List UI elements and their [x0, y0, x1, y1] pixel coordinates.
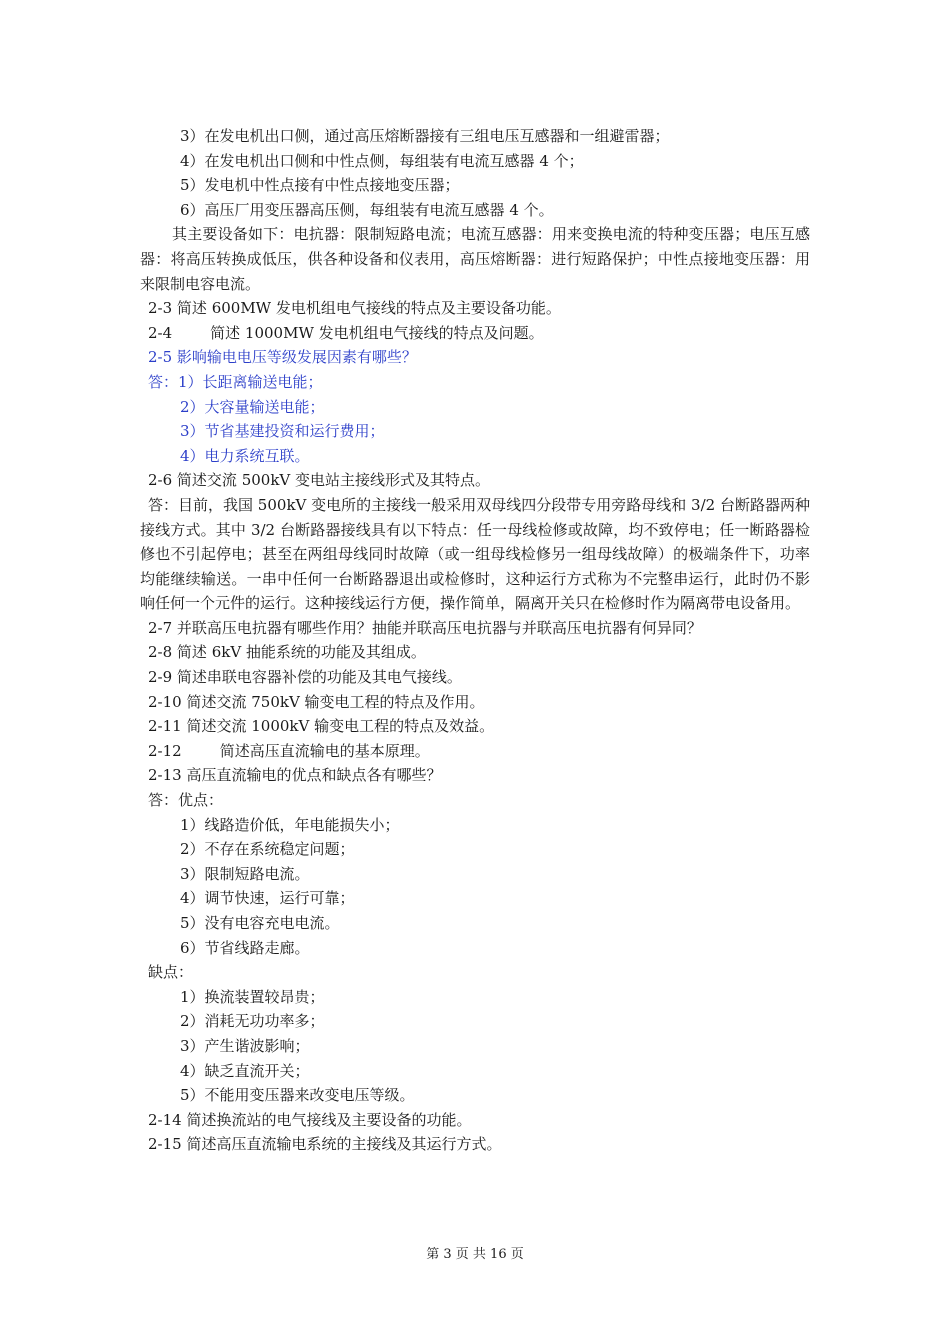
disadvantage-item: 3）产生谐波影响；	[180, 1036, 310, 1055]
advantage-item: 5）没有电容充电电流。	[180, 914, 340, 932]
answer-2-5-item: 答：1）长距离输送电能；	[148, 372, 323, 391]
question-2-10: 2-10 简述交流 750kV 输变电工程的特点及作用。	[148, 692, 485, 711]
advantage-item: 2）不存在系统稳定问题；	[180, 840, 355, 859]
disadvantage-item: 1）换流装置较昂贵；	[180, 987, 325, 1006]
question-2-6: 2-6 简述交流 500kV 变电站主接线形式及其特点。	[148, 471, 491, 490]
list-item: 5）发电机中性点接有中性点接地变压器；	[180, 176, 460, 195]
list-item: 4）在发电机出口侧和中性点侧，每组装有电流互感器 4 个；	[180, 151, 584, 170]
answer-2-13-heading: 答：优点：	[148, 791, 224, 810]
answer-2-5-item: 3）节省基建投资和运行费用；	[180, 422, 385, 441]
question-2-15: 2-15 简述高压直流输电系统的主接线及其运行方式。	[148, 1135, 502, 1154]
question-2-4	[140, 321, 810, 346]
page-number-footer: 第 3 页 共 16 页	[426, 1247, 524, 1262]
list-item: 6）高压厂用变压器高压侧，每组装有电流互感器 4 个。	[180, 200, 554, 219]
question-2-5: 2-5 影响输电电压等级发展因素有哪些？	[148, 348, 417, 367]
question-2-3: 2-3 简述 600MW 发电机组电气接线的特点及主要设备功能。	[148, 299, 561, 318]
question-2-9: 2-9 简述串联电容器补偿的功能及其电气接线。	[148, 668, 462, 687]
answer-2-5-item: 2）大容量输送电能；	[180, 397, 325, 416]
question-number: 2-4	[148, 323, 173, 342]
advantage-item: 3）限制短路电流。	[180, 864, 310, 883]
question-2-8: 2-8 简述 6kV 抽能系统的功能及其组成。	[148, 643, 426, 662]
question-text: 简述高压直流输电的基本原理。	[219, 741, 430, 760]
paragraph-main-equipment: 其主要设备如下：电抗器：限制短路电流；电流互感器：用来变换电流的特种变压器；电压互感器：将高压转换成低压，供各种设备和仪表用，高压熔断器：进行短路保护；中性点接地变压器：用来限制电容电流。	[140, 225, 810, 293]
disadvantage-heading: 缺点：	[148, 963, 194, 982]
question-text: 简述 1000MW 发电机组电气接线的特点及问题。	[210, 323, 544, 342]
question-2-11: 2-11 简述交流 1000kV 输变电工程的特点及效益。	[148, 717, 495, 736]
advantage-item: 6）节省线路走廊。	[180, 938, 310, 957]
list-item: 3）在发电机出口侧，通过高压熔断器接有三组电压互感器和一组避雷器；	[180, 127, 670, 145]
advantage-item: 4）调节快速，运行可靠；	[180, 889, 355, 908]
question-number: 2-12	[148, 741, 182, 760]
question-2-7: 2-7 并联高压电抗器有哪些作用？抽能并联高压电抗器与并联高压电抗器有何异同？	[148, 618, 702, 637]
question-2-13: 2-13 高压直流输电的优点和缺点各有哪些？	[148, 766, 442, 785]
question-2-12	[140, 739, 810, 764]
disadvantage-item: 5）不能用变压器来改变电压等级。	[180, 1086, 415, 1105]
advantage-item: 1）线路造价低，年电能损失小；	[180, 815, 400, 834]
disadvantage-item: 4）缺乏直流开关；	[180, 1061, 310, 1080]
answer-2-5-item: 4）电力系统互联。	[180, 446, 310, 465]
question-2-14: 2-14 简述换流站的电气接线及主要设备的功能。	[148, 1110, 472, 1129]
page-body	[140, 124, 810, 1157]
disadvantage-item: 2）消耗无功功率多；	[180, 1012, 325, 1031]
answer-2-6: 答：目前，我国 500kV 变电所的主接线一般采用双母线四分段带专用旁路母线和 3/2 台断路器两种接线方式。其中 3/2 台断路器接线具有以下特点：任一母线检修或故障，均不致停电；任一断路器检修也不引起停电；甚至在两组母线同时故障（或一组母线检修另一组母线故障）的极端条件下，功率均能继续输送。一串中任何一台断路器退出或检修时，这种运行方式称为不完整串运行，此时仍不影响任何一个元件的运行。这种接线运行方便，操作简单，隔离开关只在检修时作为隔离带电设备用。	[140, 495, 810, 613]
